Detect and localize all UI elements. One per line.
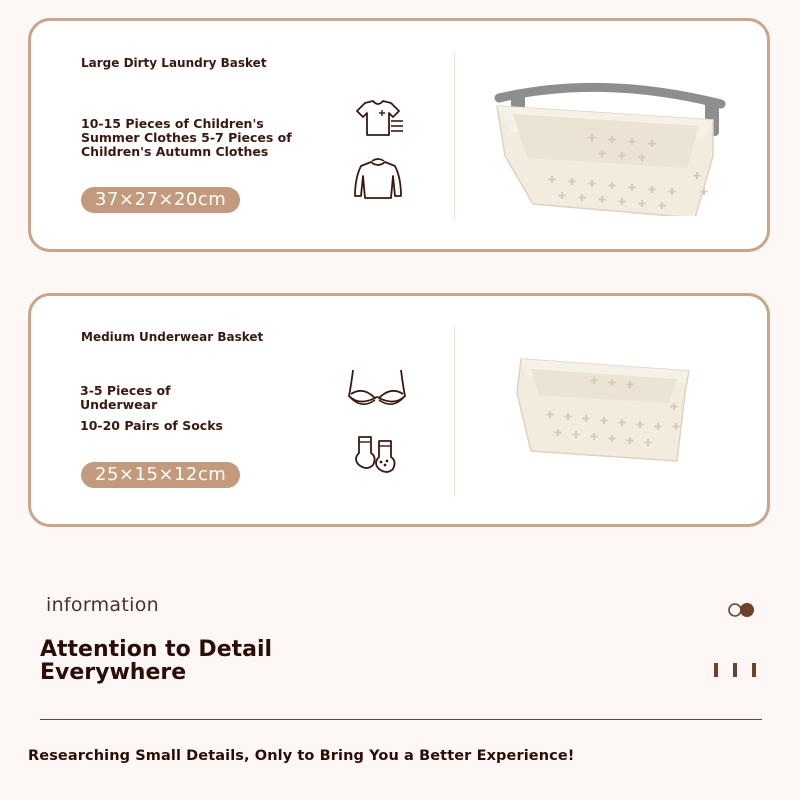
desc-line: 10-15 Pieces of Children's: [81, 116, 264, 131]
card-title: Medium Underwear Basket: [81, 330, 264, 344]
card-description: [80, 384, 171, 412]
sweater-icon: [351, 158, 407, 202]
bar: [733, 663, 737, 677]
bar: [714, 663, 718, 677]
card-divider: [454, 51, 455, 221]
headline: [40, 638, 400, 684]
card-divider: [454, 326, 455, 496]
card-description: [81, 117, 292, 159]
medium-basket-card: [28, 293, 770, 527]
card-description-socks: 10-20 Pairs of Socks: [80, 418, 223, 433]
bars-icon: [714, 663, 758, 677]
desc-line: Summer Clothes 5-7 Pieces of: [81, 130, 292, 145]
size-badge: 37×27×20cm: [81, 187, 240, 213]
headline-line: Everywhere: [40, 660, 187, 685]
card-title: Large Dirty Laundry Basket: [81, 56, 267, 70]
bar: [752, 663, 756, 677]
tagline: Researching Small Details, Only to Bring You a Better Experience!: [28, 748, 575, 764]
divider-line: [40, 719, 762, 720]
headline-line: Attention to Detail: [40, 637, 273, 662]
desc-line: Underwear: [80, 397, 158, 412]
desc-line: Children's Autumn Clothes: [81, 144, 269, 159]
desc-line: 3-5 Pieces of: [80, 383, 171, 398]
large-basket-image: [491, 76, 727, 216]
section-label: information: [46, 594, 159, 616]
bra-icon: [345, 366, 409, 410]
medium-basket-image: [509, 353, 695, 463]
toggle-dots-icon: [726, 602, 758, 618]
large-basket-card: [28, 18, 770, 252]
size-badge: 25×15×12cm: [81, 462, 240, 488]
socks-icon: [351, 433, 403, 475]
t-shirt-icon: [351, 99, 407, 139]
